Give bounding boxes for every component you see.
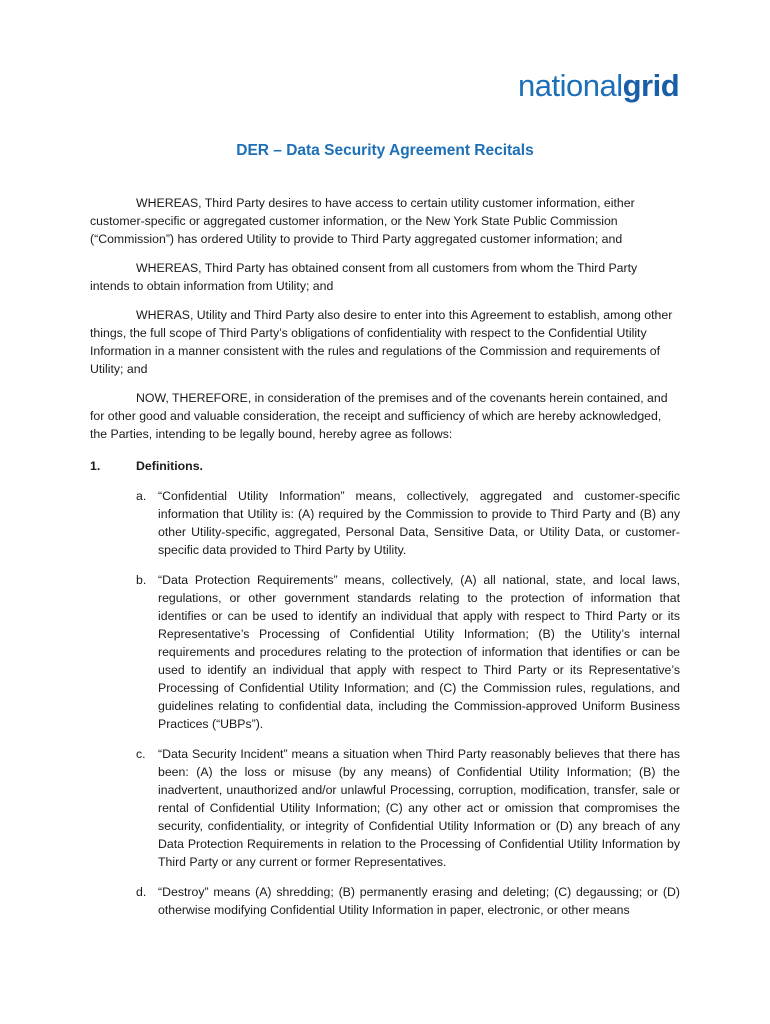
logo-text-national: national — [518, 68, 623, 103]
recital-2: WHEREAS, Third Party has obtained consent from all customers from whom the Third Party intends to obtain information from Utility; and — [90, 261, 638, 293]
section-title: Definitions. — [136, 459, 203, 473]
definition-text: “Destroy” means (A) shredding; (B) permanently erasing and deleting; (C) degaussing; or (D) otherwise modifying Confidential Utility Information in paper, electronic, or other means — [158, 885, 680, 917]
definition-item-d — [136, 883, 680, 919]
section-number: 1. — [90, 459, 101, 473]
definition-item-a — [136, 487, 680, 559]
recital-1: WHEREAS, Third Party desires to have access to certain utility customer information, either customer-specific or aggregated customer information, or the New York State Public Commission (“Commission”) has ordered Utility to provide to Third Party aggregated customer information; and — [90, 196, 635, 246]
document-body — [90, 194, 680, 931]
definition-letter: a. — [136, 489, 147, 503]
section-heading — [90, 457, 680, 475]
definition-text: “Confidential Utility Information” means, collectively, aggregated and customer-specific information that Utility is: (A) required by the Commission to provide to Third Party and (B) any other Utility-specific, aggregated, Personal Data, Sensitive Data, or Utility Data, or customer-specific data provided to Third Party by Utility. — [158, 489, 680, 557]
recital-4: NOW, THEREFORE, in consideration of the premises and of the covenants herein contained, and for other good and valuable consideration, the receipt and sufficiency of which are hereby acknowledged, the Parties, intending to be legally bound, hereby agree as follows: — [90, 391, 668, 441]
definition-item-c — [136, 745, 680, 871]
definition-letter: d. — [136, 885, 147, 899]
definition-letter: b. — [136, 573, 147, 587]
document-title: DER – Data Security Agreement Recitals — [236, 142, 534, 159]
definition-text: “Data Protection Requirements” means, collectively, (A) all national, state, and local laws, regulations, or other government standards relating to the protection of information that identifies or can be used to identify an individual that apply with respect to Third Party or its Representative’s Processing of Confidential Utility Information; (B) the Utility’s internal requirements and procedures relating to the protection of information that identifies or can be used to identify an individual that apply with respect to Third Party or its Representative’s Processing of Confidential Utility Information; and (C) the Commission rules, regulations, and guidelines relating to confidential data, including the Commission-approved Uniform Business Practices (“UBPs”). — [158, 573, 680, 731]
definition-letter: c. — [136, 747, 146, 761]
definition-item-b — [136, 571, 680, 733]
definition-text: “Data Security Incident” means a situation when Third Party reasonably believes that there has been: (A) the loss or misuse (by any means) of Confidential Utility Information; (B) the inadvertent, unauthorized and/or unlawful Processing, corruption, modification, transfer, sale or rental of Confidential Utility Information; (C) any other act or omission that compromises the security, confidentiality, or integrity of Confidential Utility Information or (D) any breach of any Data Protection Requirements in relation to the Processing of Confidential Utility Information by Third Party or any current or former Representatives. — [158, 747, 680, 869]
logo-text-grid: grid — [622, 68, 680, 103]
recital-3: WHERAS, Utility and Third Party also desire to enter into this Agreement to establish, among other things, the full scope of Third Party’s obligations of confidentiality with respect to the Confidential Utility Information in a manner consistent with the rules and regulations of the Commission and requirements of Utility; and — [90, 308, 673, 376]
national-grid-logo — [518, 70, 679, 101]
